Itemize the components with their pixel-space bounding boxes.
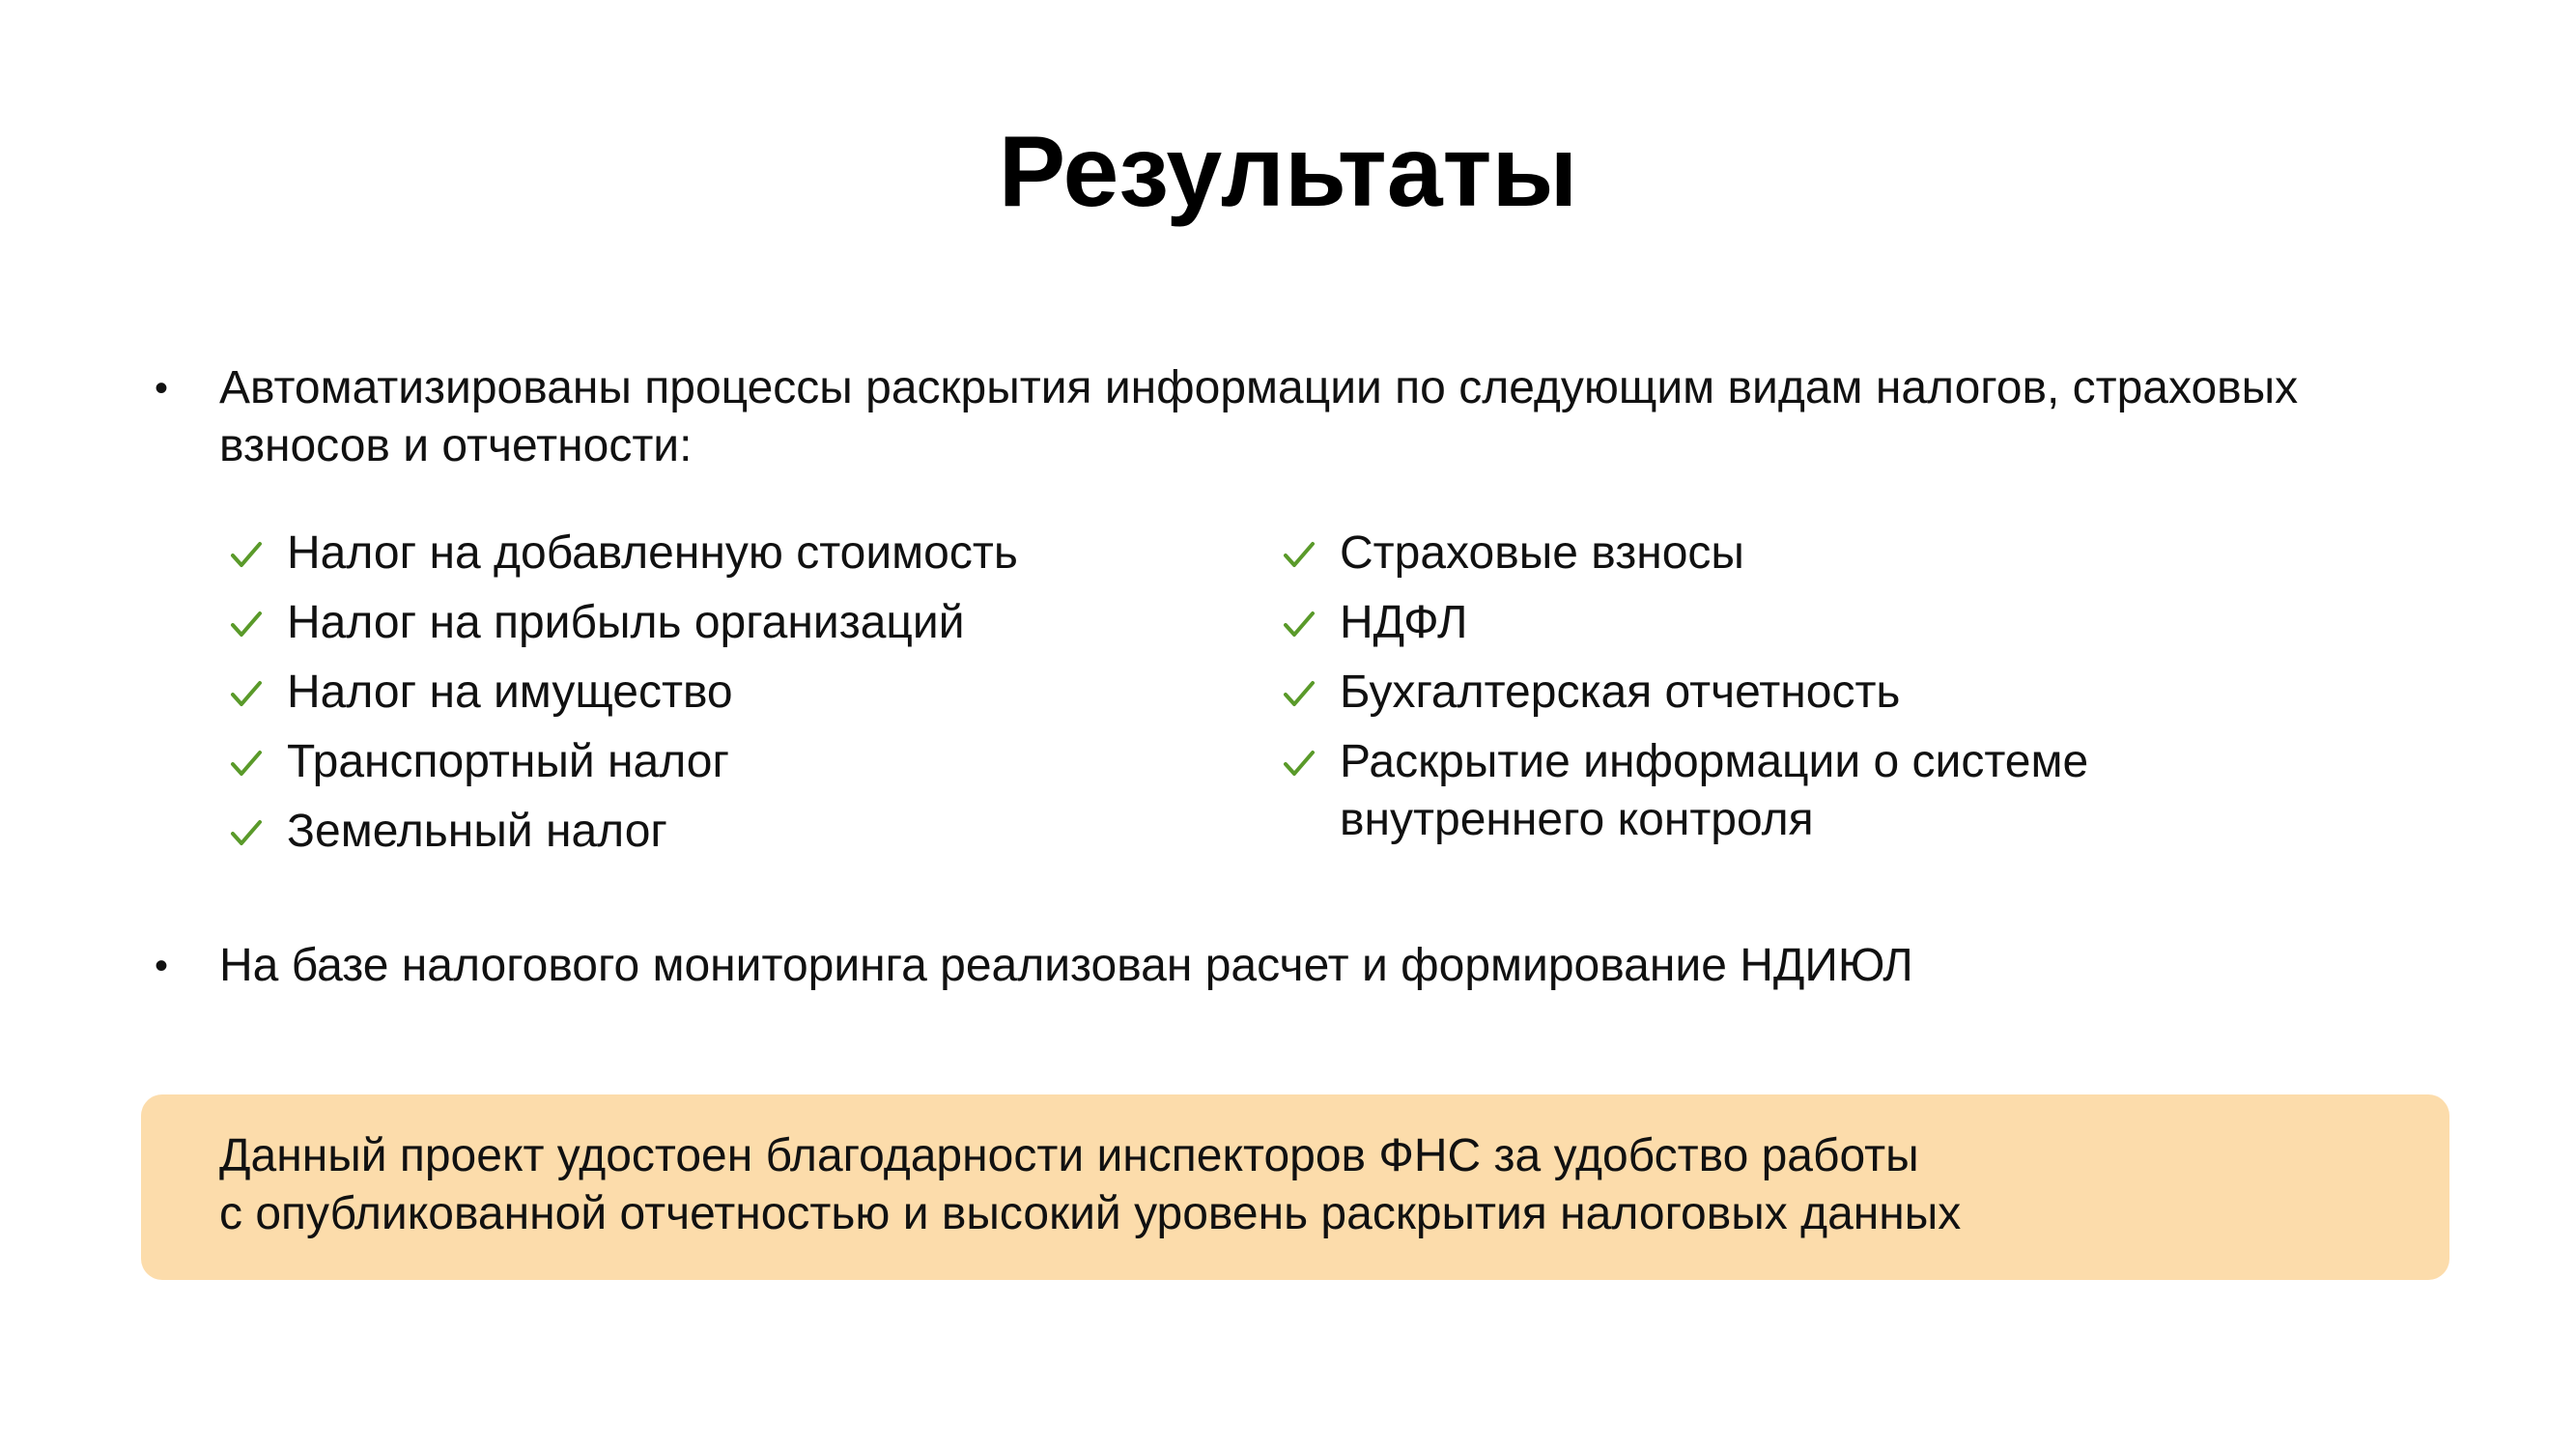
slide-title: Результаты: [998, 116, 1578, 228]
checklist-right: [1280, 525, 2246, 861]
checkmark-icon: [227, 803, 266, 861]
checklist-item-label: Налог на имущество: [287, 667, 733, 718]
checklist-item-label: Страховые взносы: [1340, 527, 1744, 579]
checklist-item-label: Транспортный налог: [287, 736, 729, 787]
bullet-marker: •: [155, 367, 169, 410]
checkmark-icon: [227, 594, 266, 652]
checklist-item-label: НДФЛ: [1340, 597, 1468, 648]
checklist-item: [1280, 594, 2246, 652]
checklist-item: [1280, 525, 2246, 582]
checkmark-icon: [227, 525, 266, 582]
checklist-item: [1280, 733, 2246, 849]
checklist-item: [1280, 664, 2246, 722]
checklist-item-label: Раскрытие информации о системе внутреннего контроля: [1340, 736, 2089, 845]
checklist-item-label: Налог на прибыль организаций: [287, 597, 965, 648]
checklist-item: [227, 803, 1193, 861]
bullet-ndiyul: [155, 937, 2376, 995]
checklist-item-label: Земельный налог: [287, 806, 667, 857]
checklist-item-label: Налог на добавленную стоимость: [287, 527, 1018, 579]
callout-text: [219, 1127, 2392, 1243]
checklist-item: [227, 664, 1193, 722]
checklist-item: [227, 733, 1193, 791]
callout-line: Данный проект удостоен благодарности инспекторов ФНС за удобство работы: [219, 1130, 1919, 1181]
checklist-item: [227, 525, 1193, 582]
checklist-item-label: Бухгалтерская отчетность: [1340, 667, 1901, 718]
checklist-item: [227, 594, 1193, 652]
callout-box: [141, 1094, 2449, 1280]
bullet-automated-processes: [155, 359, 2376, 475]
bullet-text: Автоматизированы процессы раскрытия информации по следующим видам налогов, страховых взносов и отчетности:: [219, 362, 2299, 471]
checkmark-icon: [1280, 525, 1318, 582]
checkmark-icon: [227, 733, 266, 791]
checkmark-icon: [1280, 594, 1318, 652]
checkmark-icon: [1280, 664, 1318, 722]
bullet-marker: •: [155, 945, 169, 987]
bullet-text: На базе налогового мониторинга реализован расчет и формирование НДИЮЛ: [219, 940, 1913, 991]
checkmark-icon: [227, 664, 266, 722]
checklist-left: [227, 525, 1193, 872]
checkmark-icon: [1280, 733, 1318, 791]
callout-line: с опубликованной отчетностью и высокий уровень раскрытия налоговых данных: [219, 1188, 1962, 1239]
